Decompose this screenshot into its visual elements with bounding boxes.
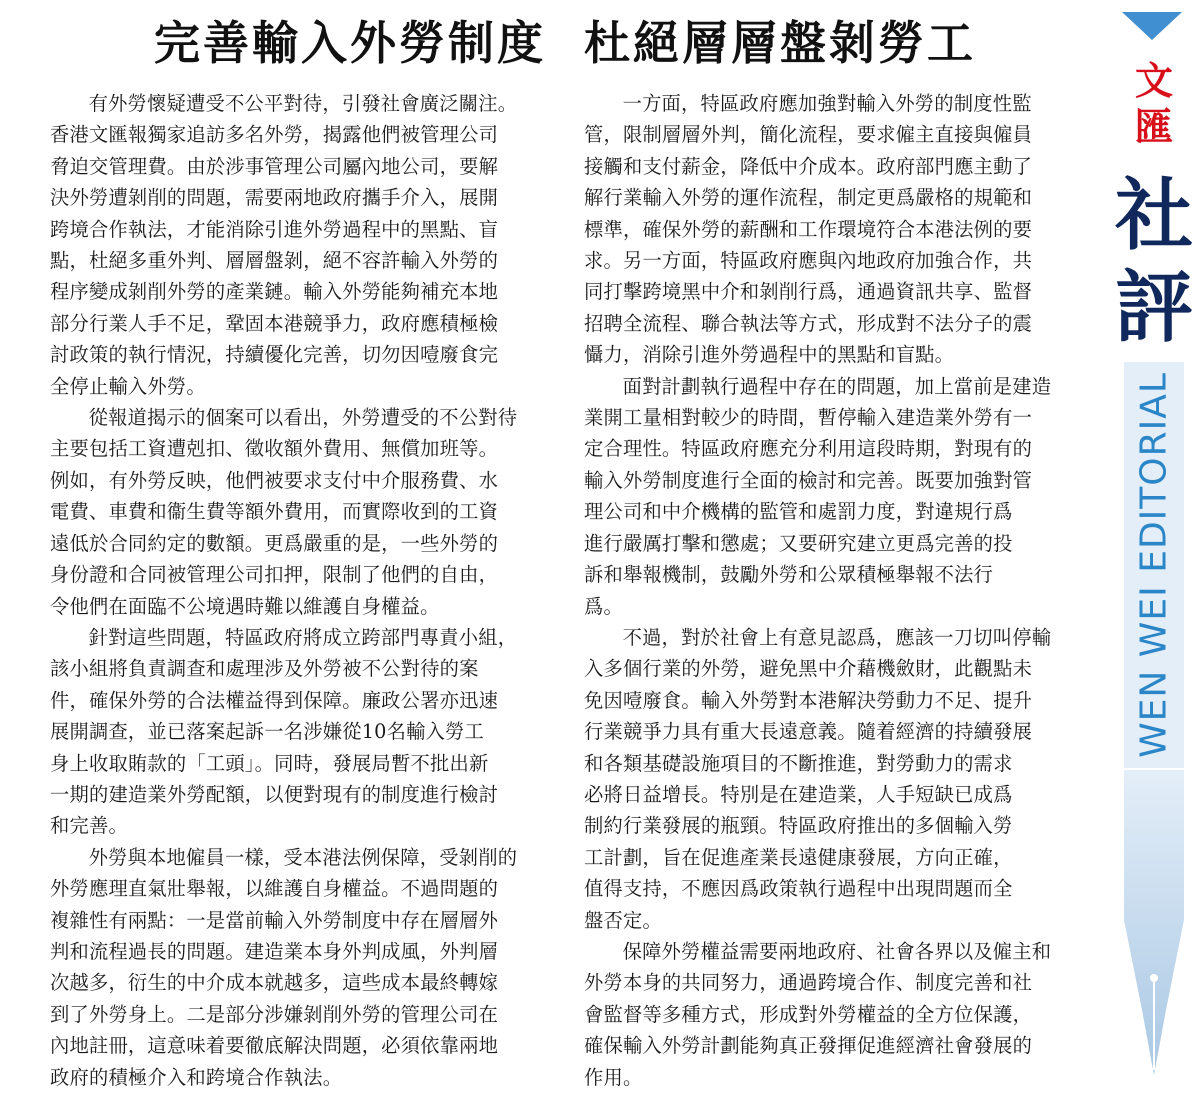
article-line: 一方面，特區政府應加強對輸入外勞的制度性監 [622,92,1032,115]
article-line: 免因噎廢食。輸入外勞對本港解決勞動力不足、提升 [584,688,1033,712]
article-line: 和完善。 [50,814,128,838]
article-line: 令他們在面臨不公境遇時難以維護自身權益。 [50,594,440,618]
article-line: 訴和舉報機制，鼓勵外勞和公眾積極舉報不法行 [584,563,994,587]
article-line: 同打擊跨境黑中介和剝削行爲，通過資訊共享、監督 [584,280,1033,304]
article-line: 外勞應理直氣壯舉報，以維護自身權益。不過問題的 [50,877,499,901]
article-line: 會監督等多種方式，形成對外勞權益的全方位保護， [584,1002,1033,1026]
article-line: 爲。 [584,594,623,618]
article-line: 和各類基礎設施項目的不斷推進，對勞動力的需求 [584,751,1013,775]
article-line: 理公司和中介機構的監管和處罰力度，對違規行爲 [584,500,1013,524]
brand-logo [1118,58,1190,150]
article-line: 解行業輸入外勞的運作流程，制定更爲嚴格的規範和 [584,186,1033,210]
article-line: 該小組將負責調查和處理涉及外勞被不公對待的案 [50,657,479,681]
article-line: 定合理性。特區政府應充分利用這段時期，對現有的 [584,437,1033,461]
article-line: 展開調查，並已落案起訴一名涉嫌從10名輸入勞工 [50,720,485,744]
article-line: 工計劃，旨在促進產業長遠健康發展，方向正確， [584,845,1013,869]
article-line: 必將日益增長。特別是在建造業，人手短缺已成爲 [584,782,1013,806]
article-paragraph [584,936,1078,1093]
article-line: 部分行業人手不足，鞏固本港競爭力，政府應積極檢 [50,311,499,335]
article-line: 一期的建造業外勞配額，以便對現有的制度進行檢討 [50,782,499,806]
headline: 完善輸入外勞制度 杜絕層層盤剝勞工 [153,16,977,70]
article-line: 複雜性有兩點：一是當前輸入外勞制度中存在層層外 [50,908,499,932]
article-line: 求。另一方面，特區政府應與內地政府加強合作，共 [584,249,1033,273]
article-line: 遠低於合同約定的數額。更爲嚴重的是，一些外勞的 [50,531,499,555]
section-label [1110,170,1198,354]
article-line: 不過，對於社會上有意見認爲，應該一刀切叫停輸 [622,625,1052,649]
fountain-pen-icon [1124,770,1184,1080]
article-line: 決外勞遭剝削的問題，需要兩地政府攜手介入，展開 [50,186,499,210]
article-line: 入多個行業的外勞，避免黑中介藉機斂財，此觀點未 [584,657,1033,681]
english-label: WEN WEI EDITORIAL [1133,372,1175,758]
section-char: 評 [1114,262,1193,353]
article-line: 判和流程過長的問題。建造業本身外判成風，外判層 [50,939,499,963]
article-line: 進行嚴厲打擊和懲處；又要研究建立更爲完善的投 [584,531,1013,555]
article-line: 政府的積極介入和跨境合作執法。 [50,1065,343,1089]
article-line: 外勞與本地僱員一樣，受本港法例保障，受剝削的 [88,845,518,869]
article-line: 確保輸入外勞計劃能夠真正發揮促進經濟社會發展的 [584,1034,1033,1058]
article-line: 業開工量相對較少的時間，暫停輸入建造業外勞有一 [584,406,1033,430]
article-column-right [584,88,1078,1093]
article-line: 有外勞懷疑遭受不公平對待，引發社會廣泛關注。 [88,92,518,115]
article-line: 身上收取賄款的「工頭」。同時，發展局暫不批出新 [50,751,489,775]
triangle-marker-icon [1122,12,1182,40]
article-line: 討政策的執行情況，持續優化完善，切勿因噎廢食完 [50,343,499,367]
article-line: 制約行業發展的瓶頸。特區政府推出的多個輸入勞 [584,814,1013,838]
article-line: 面對計劃執行過程中存在的問題，加上當前是建造 [622,374,1052,398]
article-line: 作用。 [584,1065,643,1089]
article-line: 標準，確保外勞的薪酬和工作環境符合本港法例的要 [584,217,1033,241]
article-paragraph [584,371,1078,622]
article-line: 管，限制層層外判，簡化流程，要求僱主直接與僱員 [584,123,1033,147]
article-line: 例如，有外勞反映，他們被要求支付中介服務費、水 [50,468,499,492]
article-line: 香港文匯報獨家追訪多名外勞，揭露他們被管理公司 [50,123,499,147]
brand-char: 文 [1134,59,1173,103]
article-line: 招聘全流程、聯合執法等方式，形成對不法分子的震 [584,311,1033,335]
article-line: 主要包括工資遭剋扣、徵收額外費用、無償加班等。 [50,437,499,461]
article-line: 程序變成剝削外勞的產業鏈。輸入外勞能夠補充本地 [50,280,499,304]
article-line: 電費、車費和衞生費等額外費用，而實際收到的工資 [50,500,499,524]
article-column-left [50,88,544,1093]
article-line: 內地註冊，這意味着要徹底解決問題，必須依靠兩地 [50,1034,499,1058]
article-line: 行業競爭力具有重大長遠意義。隨着經濟的持續發展 [584,720,1033,744]
section-char: 社 [1114,170,1193,261]
article-line: 接觸和支付薪金，降低中介成本。政府部門應主動了 [584,154,1033,178]
article-paragraph [584,88,1078,371]
article-line: 懾力，消除引進外勞過程中的黑點和盲點。 [584,343,955,367]
article-paragraph [584,622,1078,936]
article-line: 保障外勞權益需要兩地政府、社會各界以及僱主和 [622,939,1052,963]
article-paragraph [50,88,544,402]
article-line: 全停止輸入外勞。 [50,374,206,398]
article-line: 外勞本身的共同努力，通過跨境合作、制度完善和社 [584,971,1033,995]
article-line: 點，杜絕多重外判、層層盤剝，絕不容許輸入外勞的 [50,249,499,273]
article-paragraph [50,402,544,622]
article-line: 件，確保外勞的合法權益得到保障。廉政公署亦迅速 [50,688,499,712]
article-line: 輸入外勞制度進行全面的檢討和完善。既要加強對管 [584,468,1033,492]
article-line: 針對這些問題，特區政府將成立跨部門專責小組， [88,625,518,649]
article-line: 盤否定。 [584,908,662,932]
article-line: 次越多，衍生的中介成本就越多，這些成本最終轉嫁 [50,971,499,995]
article-line: 脅迫交管理費。由於涉事管理公司屬內地公司，要解 [50,154,499,178]
article-line: 到了外勞身上。二是部分涉嫌剝削外勞的管理公司在 [50,1002,499,1026]
brand-char: 匯 [1134,105,1173,149]
editorial-sidebar [1108,0,1200,1092]
article-line: 值得支持，不應因爲政策執行過程中出現問題而全 [584,877,1013,901]
article-paragraph [50,842,544,1093]
article-paragraph [50,622,544,842]
article-line: 身份證和合同被管理公司扣押，限制了他們的自由， [50,563,499,587]
article-line: 從報道揭示的個案可以看出，外勞遭受的不公對待 [88,406,518,430]
article-line: 跨境合作執法，才能消除引進外勞過程中的黑點、盲 [50,217,499,241]
